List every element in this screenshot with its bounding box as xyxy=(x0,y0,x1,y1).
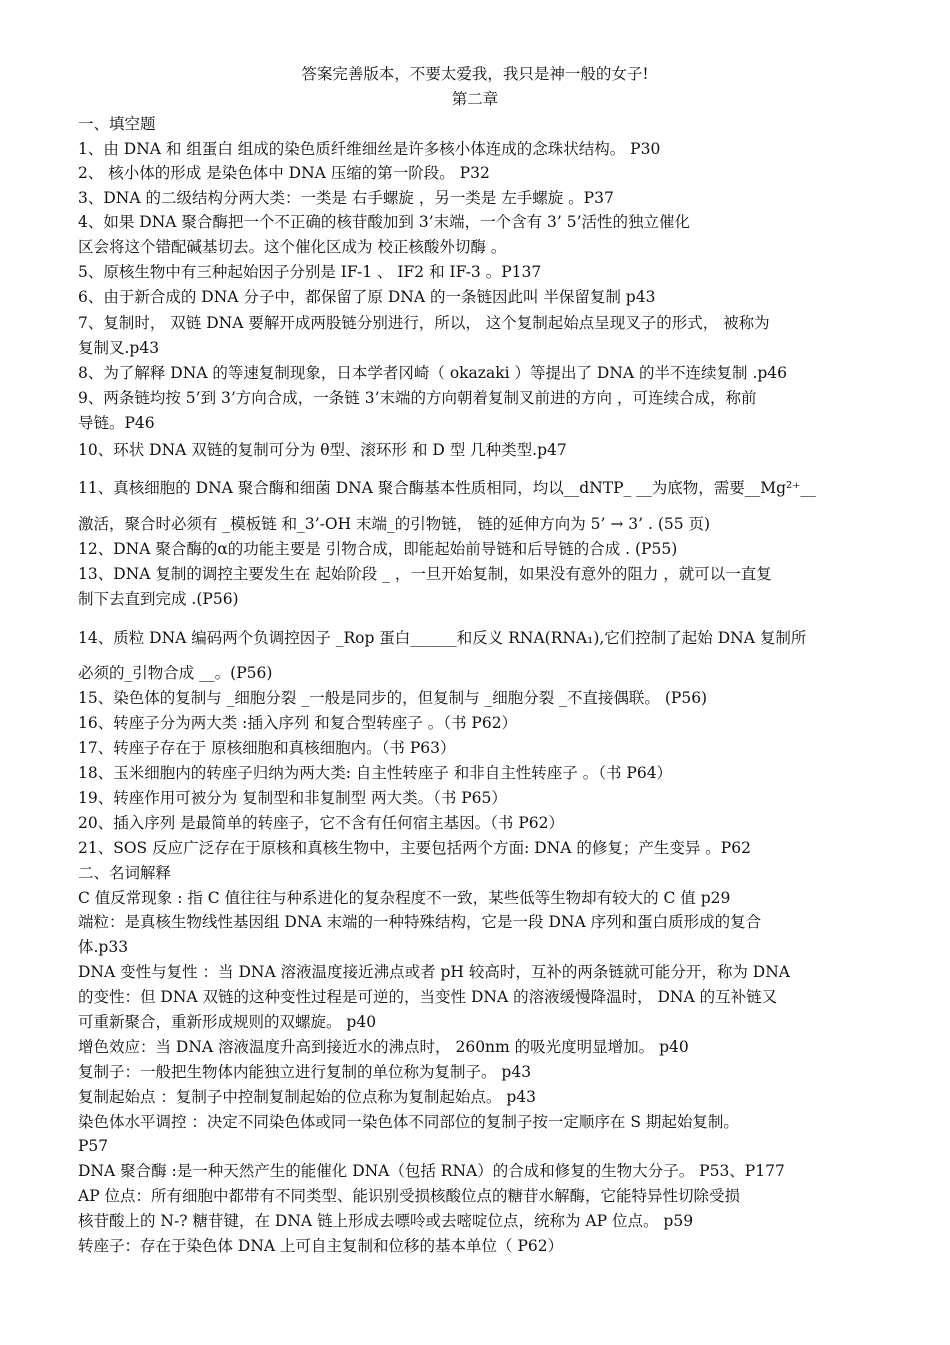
fill-blank-line: 8、为了解释 DNA 的等速复制现象，日本学者冈崎（ okazaki ）等提出了 DNA 的半不连续复制 .p46 xyxy=(78,364,788,382)
fill-blank-heading: 一、填空题 xyxy=(78,115,156,133)
glossary-line: 端粒：是真核生物线性基因组 DNA 末端的一种特殊结构，它是一段 DNA 序列和蛋白质形成的复合 xyxy=(78,913,762,931)
glossary-line: 增色效应：当 DNA 溶液温度升高到接近水的沸点时， 260nm 的吸光度明显增加。 p40 xyxy=(78,1038,689,1056)
fill-blank-line: 20、插入序列 是最简单的转座子，它不含有任何宿主基因。（书 P62） xyxy=(78,814,564,832)
glossary-line: 转座子：存在于染色体 DNA 上可自主复制和位移的基本单位（ P62） xyxy=(78,1237,564,1255)
fill-blank-line: 复制叉.p43 xyxy=(78,339,160,357)
fill-blank-line: 12、DNA 聚合酶的α的功能主要是 引物合成，即能起始前导链和后导链的合成 . (P55) xyxy=(78,540,678,558)
fill-blank-line: 1、由 DNA 和 组蛋白 组成的染色质纤维细丝是许多核小体连成的念珠状结构。 P30 xyxy=(78,140,661,158)
fill-blank-line: 16、转座子分为两大类 :插入序列 和复合型转座子 。（书 P62） xyxy=(78,714,518,732)
glossary-line: DNA 聚合酶 :是一种天然产生的能催化 DNA（包括 RNA）的合成和修复的生物大分子。 P53、P177 xyxy=(78,1162,785,1180)
fill-blank-line: 必须的_引物合成 __。(P56) xyxy=(78,664,273,682)
glossary-line: 复制子：一般把生物体内能独立进行复制的单位称为复制子。 p43 xyxy=(78,1063,532,1081)
glossary-line: 核苷酸上的 N-? 糖苷键，在 DNA 链上形成去嘌呤或去嘧啶位点，统称为 AP 位点。 p59 xyxy=(78,1212,694,1230)
fill-blank-line: 4、如果 DNA 聚合酶把一个不正确的核苷酸加到 3’末端，一个含有 3’ 5’活性的独立催化 xyxy=(78,213,691,231)
glossary-line: 可重新聚合，重新形成规则的双螺旋。 p40 xyxy=(78,1013,377,1031)
glossary-line: AP 位点：所有细胞中都带有不同类型、能识别受损核酸位点的糖苷水解酶，它能特异性切除受损 xyxy=(78,1187,741,1205)
fill-blank-line: 导链。P46 xyxy=(78,414,155,432)
fill-blank-line: 18、玉米细胞内的转座子归纳为两大类: 自主性转座子 和非自主性转座子 。（书 P64） xyxy=(78,764,673,782)
glossary-line: 体.p33 xyxy=(78,938,129,956)
fill-blank-line: 9、两条链均按 5’到 3’方向合成，一条链 3’末端的方向朝着复制叉前进的方向 ，可连续合成，称前 xyxy=(78,389,757,407)
glossary-line: 染色体水平调控 ：决定不同染色体或同一染色体不同部位的复制子按一定顺序在 S 期起始复制。 xyxy=(78,1113,739,1131)
fill-blank-line: 激活，聚合时必须有 _模板链 和_3’-OH 末端_的引物链， 链的延伸方向为 5’ → 3’ . (55 页) xyxy=(78,515,711,533)
fill-blank-line: 21、SOS 反应广泛存在于原核和真核生物中，主要包括两个方面: DNA 的修复；产生变异 。P62 xyxy=(78,839,751,857)
fill-blank-line: 5、原核生物中有三种起始因子分别是 IF-1 、 IF2 和 IF-3 。P137 xyxy=(78,263,542,281)
fill-blank-line: 制下去直到完成 .(P56) xyxy=(78,590,239,608)
fill-blank-line: 区会将这个错配碱基切去。这个催化区成为 校正核酸外切酶 。 xyxy=(78,238,507,256)
fill-blank-line: 14、质粒 DNA 编码两个负调控因子 _Rop 蛋白______和反义 RNA(RNA₁),它们控制了起始 DNA 复制所 xyxy=(78,629,807,647)
glossary-line: C 值反常现象 : 指 C 值往往与种系进化的复杂程度不一致，某些低等生物却有较大的 C 值 p29 xyxy=(78,889,731,907)
chapter-heading: 第二章 xyxy=(451,90,499,108)
glossary-line: P57 xyxy=(78,1137,109,1155)
fill-blank-line: 10、环状 DNA 双链的复制可分为 θ型、滚环形 和 D 型 几种类型.p47 xyxy=(78,441,567,459)
fill-blank-line: 19、转座作用可被分为 复制型和非复制型 两大类。（书 P65） xyxy=(78,789,507,807)
glossary-line: 的变性：但 DNA 双链的这种变性过程是可逆的，当变性 DNA 的溶液缓慢降温时， DNA 的互补链又 xyxy=(78,988,778,1006)
glossary-line: 复制起始点 ：复制子中控制复制起始的位点称为复制起始点。 p43 xyxy=(78,1088,537,1106)
document-title: 答案完善版本，不要太爱我，我只是神一般的女子! xyxy=(301,65,649,83)
fill-blank-line: 2、 核小体的形成 是染色体中 DNA 压缩的第一阶段。 P32 xyxy=(78,164,490,182)
fill-blank-line: 11、真核细胞的 DNA 聚合酶和细菌 DNA 聚合酶基本性质相同，均以__dNTP_ __为底物，需要__Mg²⁺__ xyxy=(78,479,816,497)
fill-blank-line: 17、转座子存在于 原核细胞和真核细胞内。（书 P63） xyxy=(78,739,456,757)
glossary-heading: 二、名词解释 xyxy=(78,864,172,882)
fill-blank-line: 7、复制时， 双链 DNA 要解开成两股链分别进行，所以， 这个复制起始点呈现叉子的形式， 被称为 xyxy=(78,314,770,332)
fill-blank-line: 6、由于新合成的 DNA 分子中，都保留了原 DNA 的一条链因此叫 半保留复制 p43 xyxy=(78,288,656,306)
fill-blank-line: 15、染色体的复制与 _细胞分裂 _一般是同步的，但复制与 _细胞分裂 _不直接偶联。 (P56) xyxy=(78,689,708,707)
fill-blank-line: 13、DNA 复制的调控主要发生在 起始阶段 _ ，一旦开始复制，如果没有意外的阻力 ，就可以一直复 xyxy=(78,565,772,583)
glossary-line: DNA 变性与复性 ：当 DNA 溶液温度接近沸点或者 pH 较高时，互补的两条链就可能分开，称为 DNA xyxy=(78,963,790,981)
fill-blank-line: 3、DNA 的二级结构分两大类：一类是 右手螺旋 ，另一类是 左手螺旋 。P37 xyxy=(78,189,614,207)
